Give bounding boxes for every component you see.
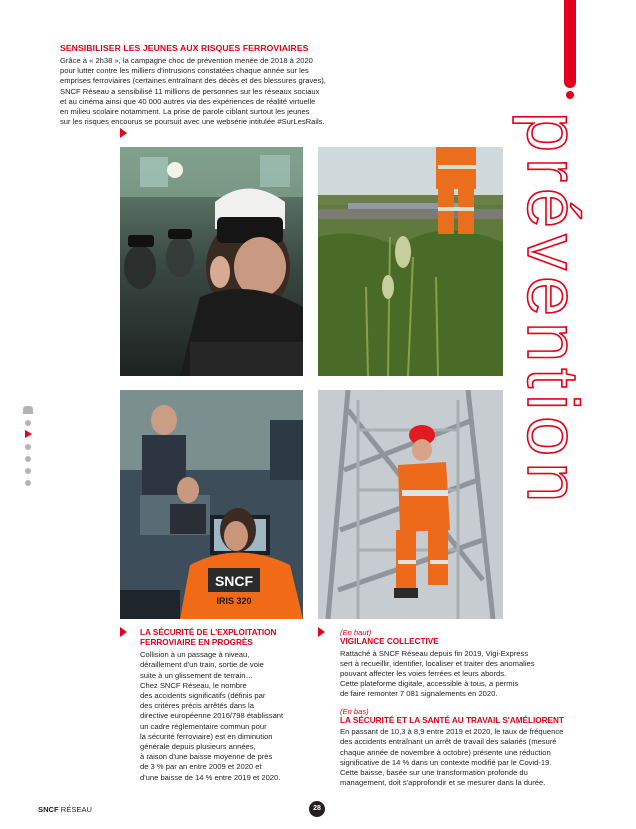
caption-right-top-title: VIGILANCE COLLECTIVE [340,637,439,646]
caption-position-top: (En haut) [340,628,372,637]
nav-top-marker [23,406,33,414]
caption-line: générale depuis plusieurs années, [140,742,256,752]
accent-dot [566,91,574,99]
caption-line: sert à recueillir, identifier, localiser et traiter des anomalies [340,658,535,668]
nav-dot[interactable] [25,444,31,450]
photo-pylon-climber [318,390,503,619]
vest-label: IRIS 320 [216,596,252,606]
caption-right [340,628,600,788]
intro-line: Grâce à « 2h38 », la campagne choc de prévention menée de 2018 à 2020 [60,56,313,65]
caption-line: Rattaché à SNCF Réseau depuis fin 2019, Vigi-Express [340,648,529,658]
caption-line: la sécurité ferroviaire) est en diminution [140,731,273,741]
caption-line: de faire remonter 7 081 signalements en 2020. [340,689,498,699]
caption-arrow-icon [120,627,127,637]
caption-left [140,628,310,783]
caption-line: Collision à un passage à niveau, [140,650,250,660]
vest-logo: SNCF [214,573,254,589]
caption-line: Chez SNCF Réseau, le nombre [140,680,247,690]
nav-dot[interactable] [25,480,31,486]
intro-line: emprises ferroviaires (certaines entraînant des décès et des blessures graves), [60,76,326,86]
caption-line: chaque année de novembre à octobre) présente une réduction [340,747,551,757]
caption-left-body [140,650,310,783]
caption-line: de 3 % par an entre 2009 et 2020 et [140,762,262,772]
intro-line: SNCF Réseau a sensibilisé 11 millions de personnes sur les réseaux sociaux [60,86,320,96]
footer-brand-bold: SNCF [38,805,59,814]
caption-title-line: LA SÉCURITÉ DE L'EXPLOITATION [140,628,277,637]
intro-paragraph [60,56,360,127]
nav-dot[interactable] [25,456,31,462]
caption-line: d'une baisse de 14 % entre 2019 et 2020. [140,772,281,782]
caption-title-line: FERROVIAIRE EN PROGRÈS [140,637,253,647]
photo-control-room [120,390,303,619]
footer-brand-rest: RÉSEAU [58,805,93,814]
footer-brand [38,805,92,814]
nav-dot[interactable] [25,420,31,426]
caption-line: des critères précis arrêtés dans la [140,701,254,711]
nav-current-arrow-icon [25,430,32,438]
caption-line: management, doit s'approfondir et se mesurer dans la durée. [340,778,546,788]
caption-line: suite à un glissement de terrain… [140,670,254,680]
caption-line: Cette baisse, basée sur une transformation profonde du [340,768,528,778]
intro-line: en milieu scolaire notamment. La prise de parole ciblant surtout les jeunes [60,107,310,117]
intro-line: et au cinéma ainsi que 40 000 autres via des expériences de réalité virtuelle [60,96,316,106]
caption-line: des accidents entraînant un arrêt de travail des salariés (mesuré [340,737,557,747]
caption-position-bottom: (En bas) [340,706,369,716]
intro-line: sur les risques encourus se poursuit avec une websérie intitulée #SurLesRails. [60,117,325,127]
caption-line: déraillement d'un train, sortie de voie [140,660,264,670]
caption-line: Cette plateforme digitale, accessible à tous, a permis [340,679,519,689]
caption-arrow-icon [120,128,127,138]
caption-line: En passant de 10,3 à 8,9 entre 2019 et 2020, le taux de fréquence [340,727,564,737]
section-title-vertical: prévention [512,112,592,509]
photo-vr-headsets [120,147,303,376]
caption-right-bottom-body [340,727,600,788]
caption-line: pouvant affecter les voies ferrées et leurs abords. [340,669,507,678]
caption-line: à raison d'une baisse moyenne de près [140,752,273,762]
accent-bar [564,0,576,88]
caption-line: significative de 14 % dans un contexte modifié par le Covid-19. [340,757,552,767]
intro-heading: SENSIBILISER LES JEUNES AUX RISQUES FERROVIAIRES [60,43,309,53]
intro-line: pour lutter contre les milliers d'intrusions constatées chaque année sur les [60,66,309,76]
nav-dot[interactable] [25,468,31,474]
caption-line: des accidents significatifs (définis par [140,691,266,700]
caption-arrow-icon [318,627,325,637]
caption-right-top-body [340,649,600,700]
caption-line: un cadre réglementaire commun pour [140,721,267,731]
photo-track-worker [318,147,503,376]
page-number: 28 [309,801,325,817]
caption-left-title [140,628,310,647]
caption-line: directive européenne 2016/798 établissant [140,711,284,721]
caption-right-bottom-title: LA SÉCURITÉ ET LA SANTÉ AU TRAVAIL S'AMÉLIORENT [340,715,564,725]
